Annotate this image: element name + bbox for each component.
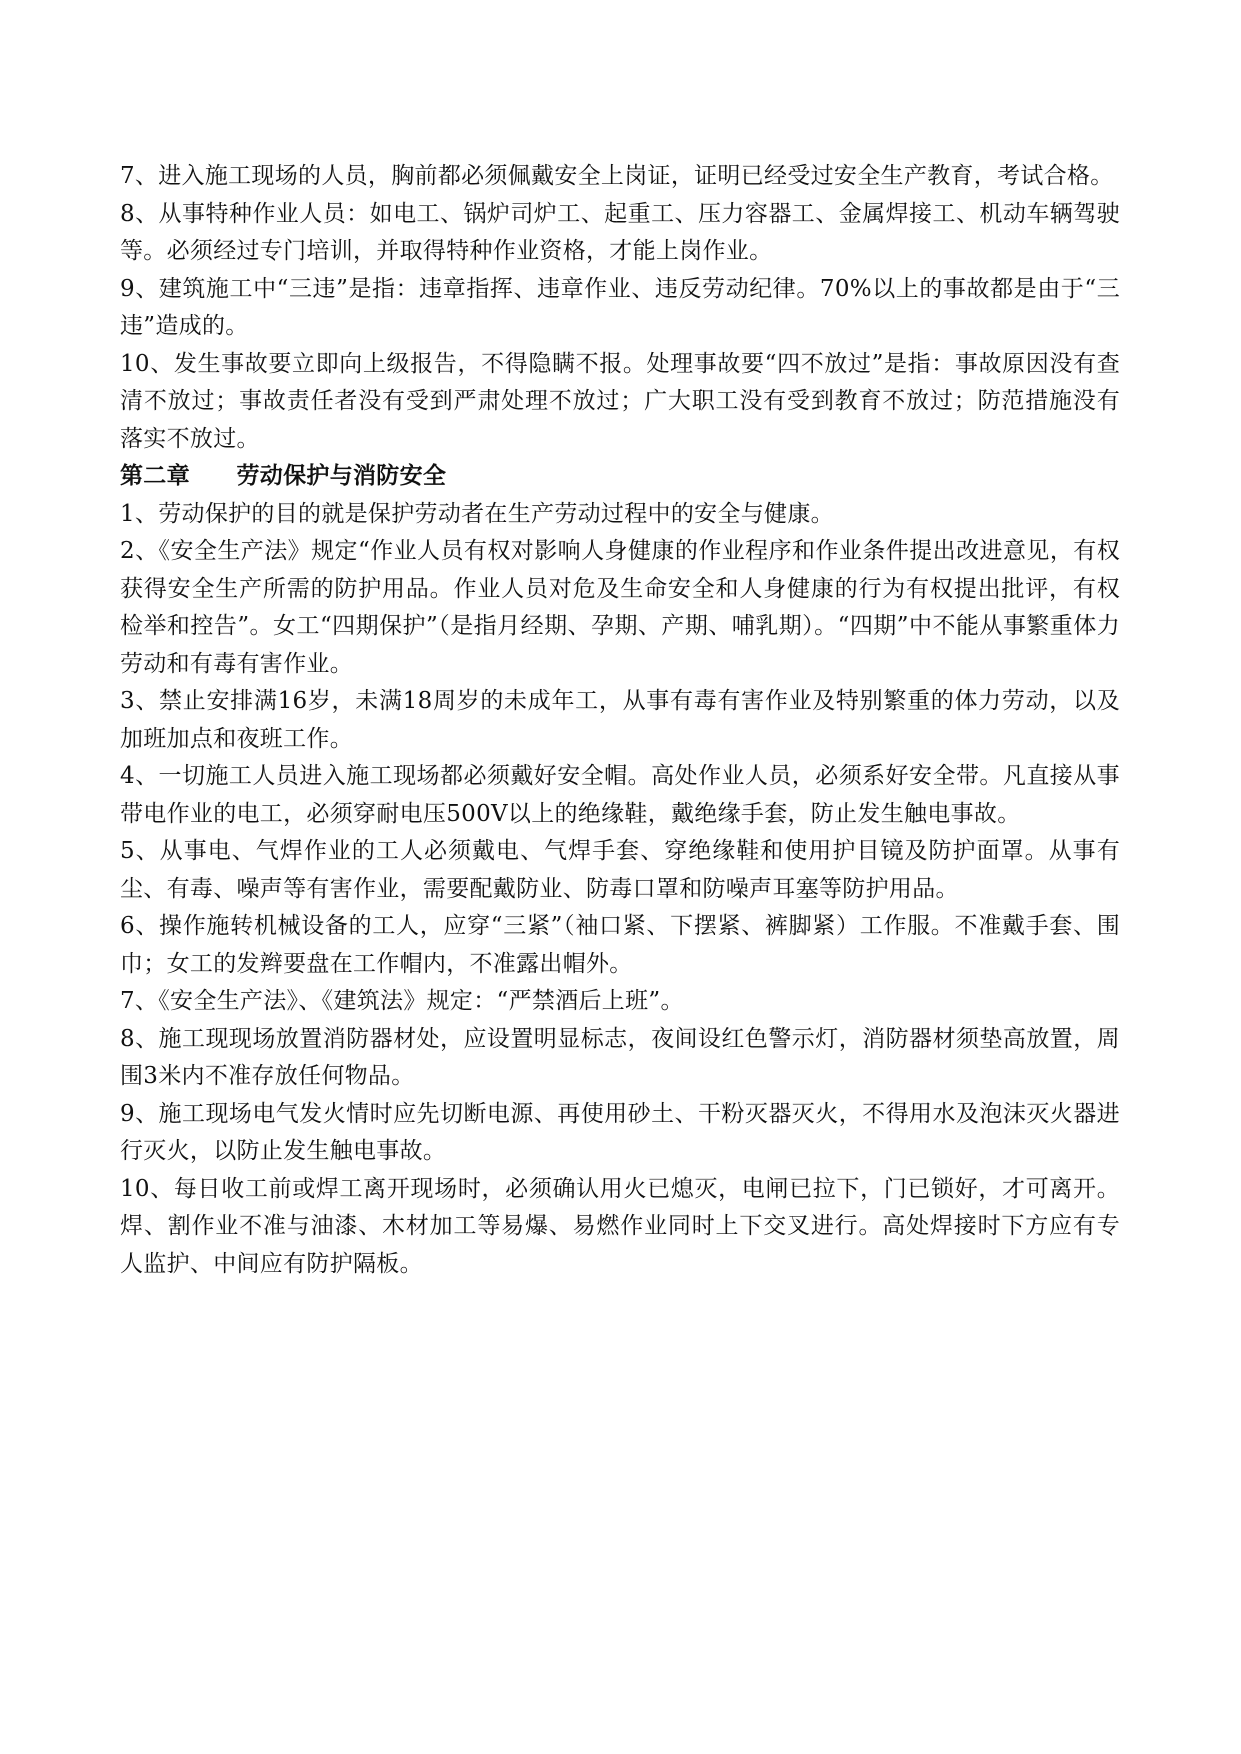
chapter-2-item-5: 5、从事电、气焊作业的工人必须戴电、气焊手套、穿绝缘鞋和使用护目镜及防护面罩。从事有尘、有毒、噪声等有害作业，需要配戴防业、防毒口罩和防噪声耳塞等防护用品。: [120, 838, 1120, 902]
chapter-2-item-2: 2、《安全生产法》规定“作业人员有权对影响人身健康的作业程序和作业条件提出改进意见，有权获得安全生产所需的防护用品。作业人员对危及生命安全和人身健康的行为有权提出批评，有权检举和控告”。女工“四期保护”（是指月经期、孕期、产期、哺乳期）。“四期”中不能从事繁重体力劳动和有毒有害作业。: [120, 538, 1120, 677]
chapter-2-item-9: 9、施工现场电气发火情时应先切断电源、再使用砂土、干粉灭器灭火，不得用水及泡沫灭火器进行灭火，以防止发生触电事故。: [120, 1100, 1120, 1164]
rule-7-paragraph: 7、进入施工现场的人员，胸前都必须佩戴安全上岗证，证明已经受过安全生产教育，考试合格。: [120, 163, 1114, 189]
chapter-2-title: 第二章 劳动保护与消防安全: [120, 463, 447, 489]
rules-list-continued: [120, 158, 1120, 458]
rule-8-paragraph: 8、从事特种作业人员：如电工、锅炉司炉工、起重工、压力容器工、金属焊接工、机动车辆驾驶等。必须经过专门培训，并取得特种作业资格，才能上岗作业。: [120, 200, 1120, 264]
chapter-2-item-4: 4、一切施工人员进入施工现场都必须戴好安全帽。高处作业人员，必须系好安全带。凡直接从事带电作业的电工，必须穿耐电压500V以上的绝缘鞋，戴绝缘手套，防止发生触电事故。: [120, 763, 1120, 827]
chapter-2-section: [120, 458, 1120, 1283]
chapter-2-item-3: 3、禁止安排满16岁，未满18周岁的未成年工，从事有毒有害作业及特别繁重的体力劳动，以及加班加点和夜班工作。: [120, 688, 1120, 752]
rule-9-paragraph: 9、建筑施工中“三违”是指：违章指挥、违章作业、违反劳动纪律。70%以上的事故都是由于“三违”造成的。: [120, 275, 1120, 339]
chapter-2-item-6: 6、操作施转机械设备的工人，应穿“三紧”（袖口紧、下摆紧、裤脚紧）工作服。不准戴手套、围巾；女工的发辫要盘在工作帽内，不准露出帽外。: [120, 913, 1120, 977]
document-page: [120, 158, 1120, 1283]
chapter-2-item-8: 8、施工现现场放置消防器材处，应设置明显标志，夜间设红色警示灯，消防器材须垫高放置，周围3米内不准存放任何物品。: [120, 1025, 1120, 1089]
chapter-2-item-1: 1、劳动保护的目的就是保护劳动者在生产劳动过程中的安全与健康。: [120, 500, 834, 527]
chapter-2-item-10: 10、每日收工前或焊工离开现场时，必须确认用火已熄灭，电闸已拉下，门已锁好，才可离开。焊、割作业不准与油漆、木材加工等易爆、易燃作业同时上下交叉进行。高处焊接时下方应有专人监护、中间应有防护隔板。: [120, 1175, 1120, 1277]
rule-10-paragraph: 10、发生事故要立即向上级报告，不得隐瞒不报。处理事故要“四不放过”是指：事故原因没有查清不放过；事故责任者没有受到严肃处理不放过；广大职工没有受到教育不放过；防范措施没有落实不放过。: [120, 350, 1120, 452]
chapter-2-item-7: 7、《安全生产法》、《建筑法》规定：“严禁酒后上班”。: [120, 988, 684, 1014]
